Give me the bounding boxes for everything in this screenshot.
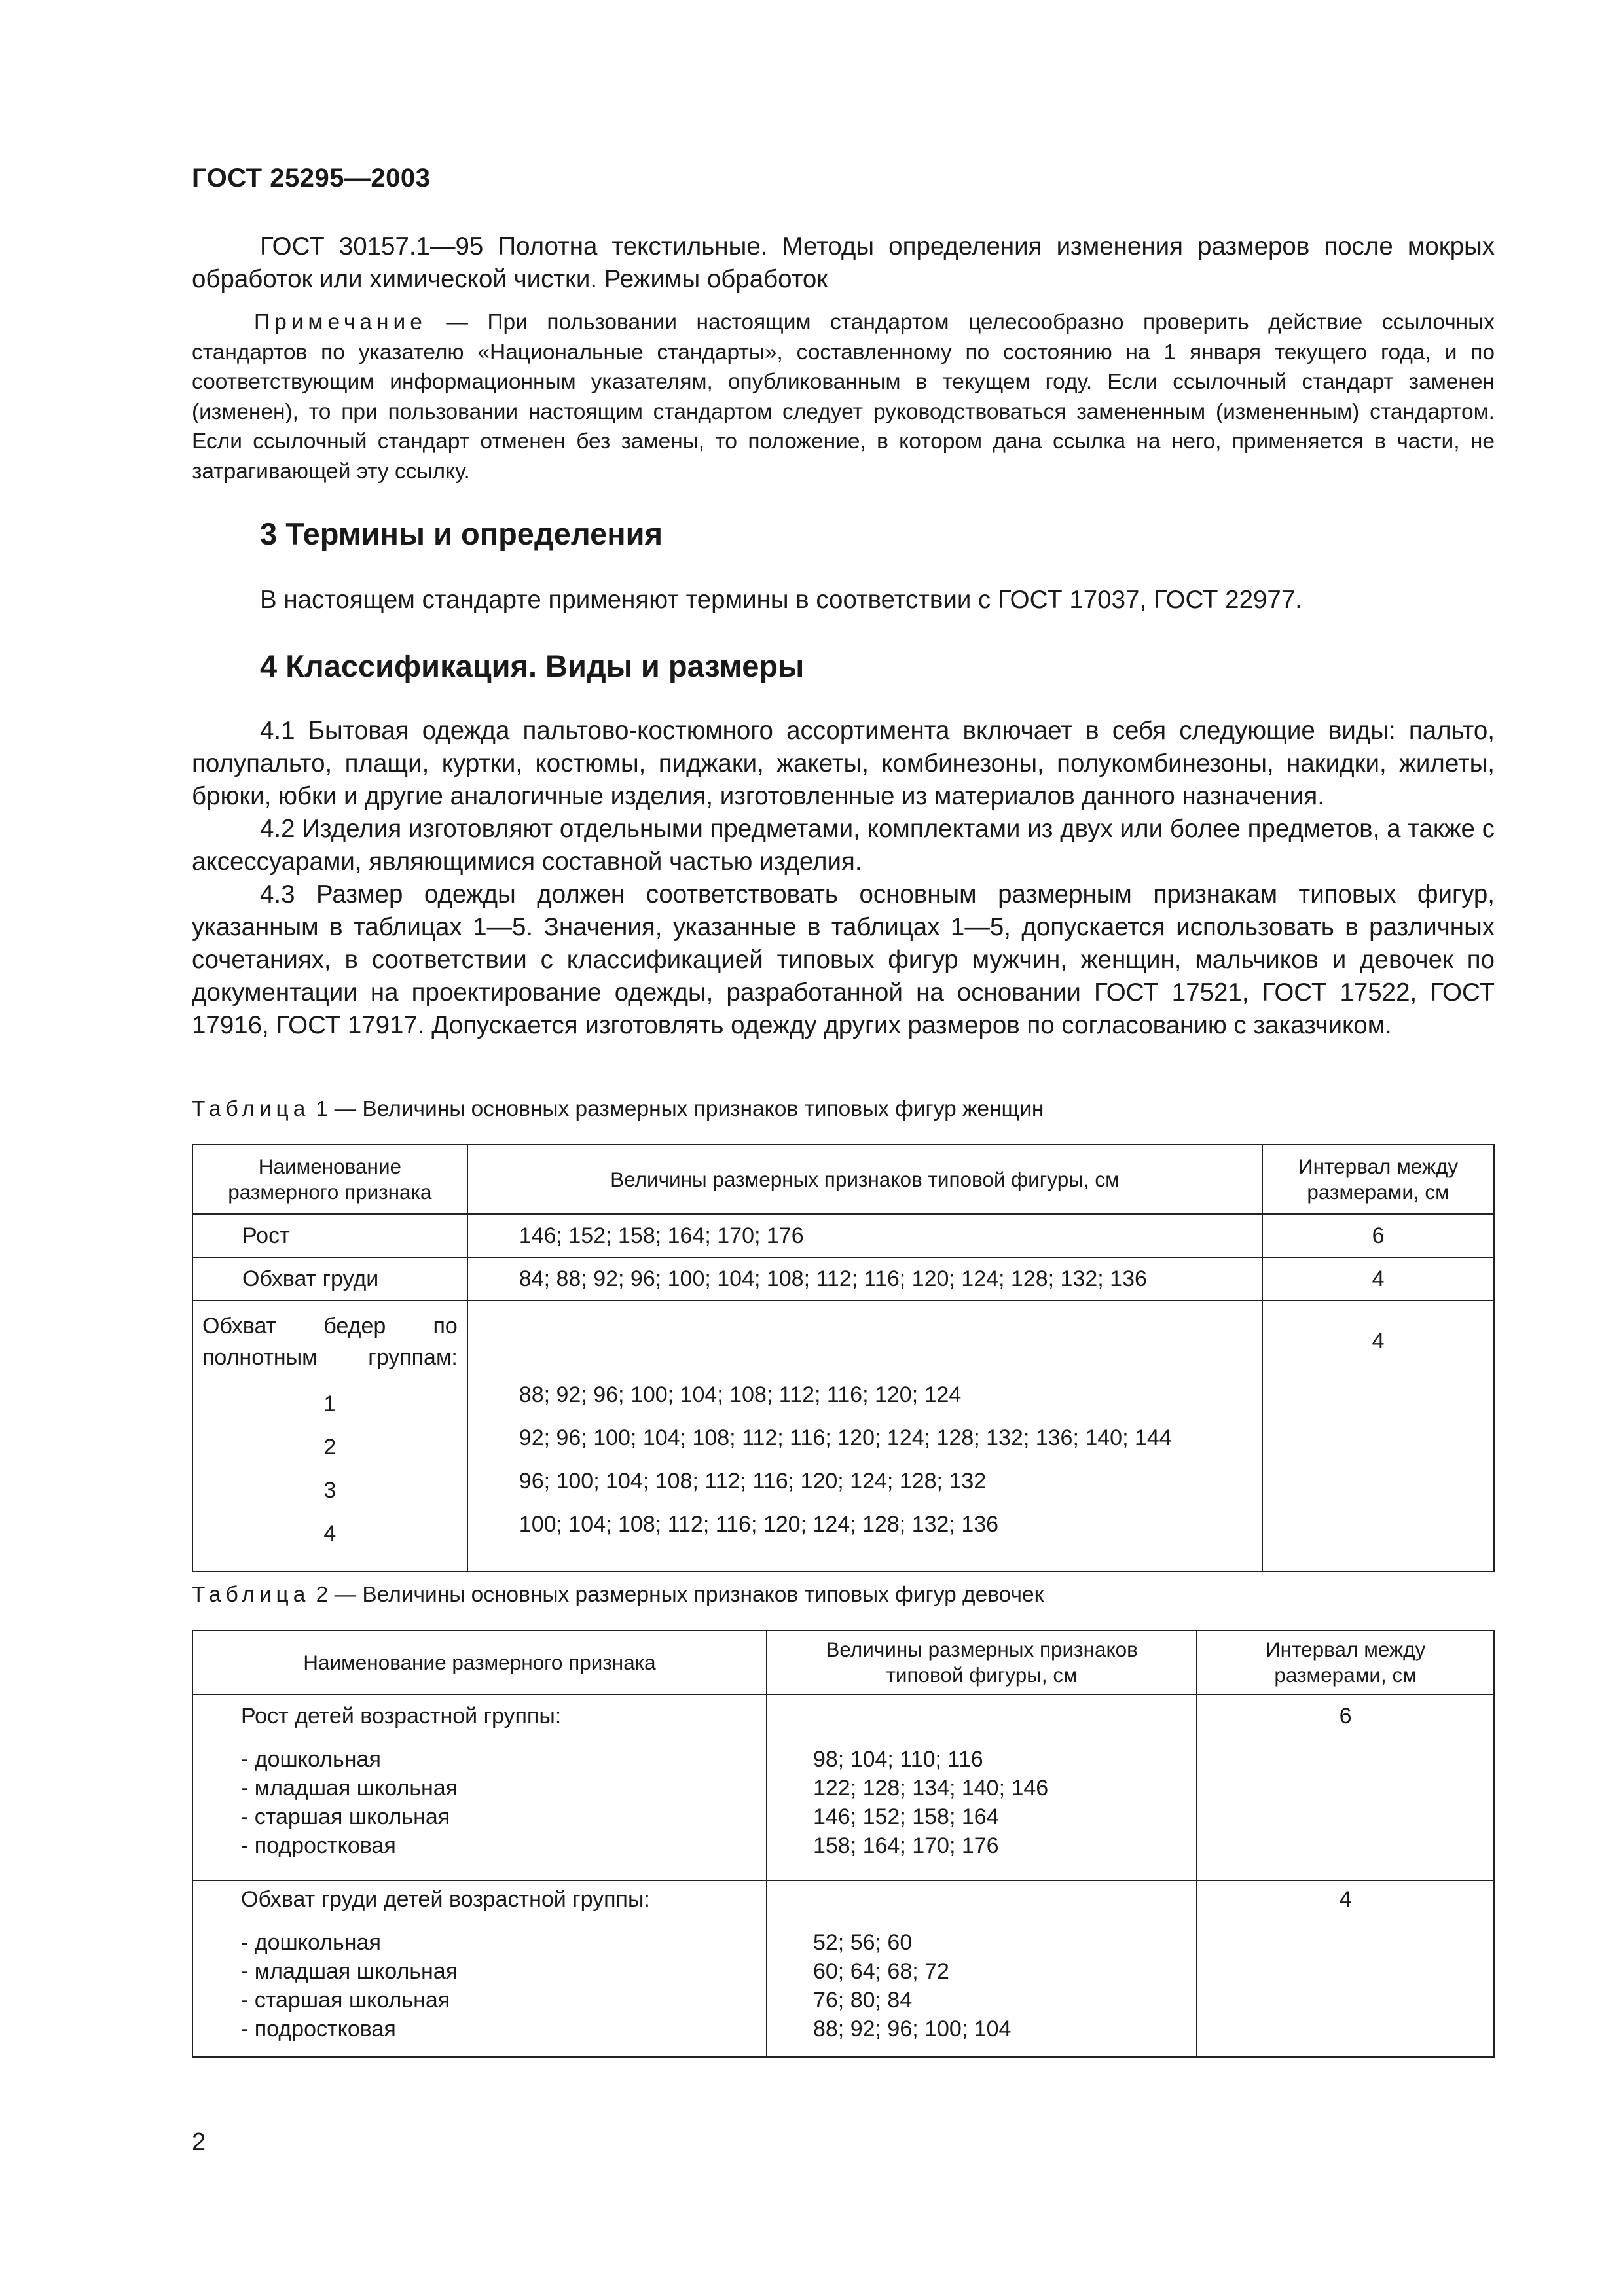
age-group-values: 146; 152; 158; 164 bbox=[812, 1804, 999, 1829]
block-1-interval: 6 bbox=[1197, 1695, 1494, 1880]
table-1-caption-text: 1 — Величины основных размерных признаков типовых фигур женщин bbox=[310, 1097, 1044, 1121]
section-4-title: 4 Классификация. Виды и размеры bbox=[260, 649, 805, 683]
section-4-paragraphs bbox=[192, 715, 1495, 1042]
row-hip-label: Обхват бедер по полнотным группам: bbox=[202, 1314, 458, 1370]
table-2-header-name: Наименование размерного признака bbox=[192, 1630, 767, 1695]
paragraph-4-2: 4.2 Изделия изготовляют отдельными предметами, комплектами из двух или более предметов, а также с аксессуарами, являющимися составной частью изделия. bbox=[192, 815, 1495, 876]
group-numbers bbox=[202, 1382, 458, 1555]
table-1-caption bbox=[192, 1097, 1044, 1122]
table-2-header-row bbox=[192, 1630, 1494, 1695]
note-text: — При пользовании настоящим стандартом целесообразно проверить действие ссылочных стандартов по указателю «Национальные стандарты», составленному по состоянию на 1 января текущего года, и по соответствующим информационным указателям, опубликованным в текущем году. Если ссылочный стандарт заменен (изменен), то при пользовании настоящим стандартом следует руководствоваться замененным (измененным) стандартом. Если ссылочный стандарт отменен без замены, то положение, в котором дана ссылка на него, применяется в части, не затрагивающей эту ссылку. bbox=[192, 310, 1495, 484]
age-group-values: 52; 56; 60 bbox=[812, 1930, 913, 1955]
paragraph-4-3: 4.3 Размер одежды должен соответствовать основным размерным признакам типовых фигур, указанным в таблицах 1—5. Значения, указанные в таблицах 1—5, допускается использовать в различных сочетаниях, в соответствии с классификацией типовых фигур мужчин, женщин, мальчиков и девочек по документации на проектирование одежды, разработанной на основании ГОСТ 17521, ГОСТ 17522, ГОСТ 17916, ГОСТ 17917. Допускается изготовлять одежду других размеров по согласованию с заказчиком. bbox=[192, 880, 1495, 1039]
block-1-title: Рост детей возрастной группы: bbox=[241, 1704, 562, 1729]
age-group-label: - дошкольная bbox=[241, 1747, 381, 1772]
group-values: 96; 100; 104; 108; 112; 116; 120; 124; 128; 132 bbox=[519, 1469, 987, 1494]
age-group-values: 60; 64; 68; 72 bbox=[812, 1959, 949, 1984]
row-height-values: 146; 152; 158; 164; 170; 176 bbox=[467, 1214, 1262, 1257]
table-2-caption-label: Таблица bbox=[192, 1583, 310, 1607]
row-chest-values: 84; 88; 92; 96; 100; 104; 108; 112; 116; 120; 124; 128; 132; 136 bbox=[467, 1257, 1262, 1300]
block-2-labels bbox=[192, 1880, 767, 2057]
block-2-title: Обхват груди детей возрастной группы: bbox=[241, 1887, 650, 1912]
age-group-label: - младшая школьная bbox=[241, 1776, 458, 1801]
table-row bbox=[192, 1695, 1494, 1880]
reference-text: ГОСТ 30157.1—95 Полотна текстильные. Методы определения изменения размеров после мокрых обработок или химической чистки. Режимы обработок bbox=[192, 232, 1495, 293]
table-1-header-interval: Интервал между размерами, см bbox=[1262, 1145, 1494, 1214]
age-group-label: - подростковая bbox=[241, 1833, 396, 1858]
document-header: ГОСТ 25295—2003 bbox=[192, 164, 431, 192]
group-number: 3 bbox=[323, 1478, 337, 1503]
table-row bbox=[192, 1880, 1494, 2057]
age-group-label: - старшая школьная bbox=[241, 1988, 450, 2013]
table-1-header-row bbox=[192, 1145, 1494, 1214]
block-1-values bbox=[767, 1695, 1197, 1880]
table-2 bbox=[192, 1630, 1495, 2058]
age-group-values: 76; 80; 84 bbox=[812, 1988, 913, 2013]
row-height-label: Рост bbox=[192, 1214, 467, 1257]
row-hip-interval: 4 bbox=[1262, 1300, 1494, 1571]
table-2-caption-text: 2 — Величины основных размерных признаков типовых фигур девочек bbox=[310, 1583, 1044, 1607]
age-group-values: 122; 128; 134; 140; 146 bbox=[812, 1776, 1049, 1801]
paragraph-4-1: 4.1 Бытовая одежда пальтово-костюмного ассортимента включает в себя следующие виды: пальто, полупальто, плащи, куртки, костюмы, пиджаки, жакеты, комбинезоны, полукомбинезоны, накидки, жилеты, брюки, юбки и другие аналогичные изделия, изготовленные из материалов данного назначения. bbox=[192, 717, 1495, 810]
table-1-header-values: Величины размерных признаков типовой фигуры, см bbox=[467, 1145, 1262, 1214]
age-group-label: - дошкольная bbox=[241, 1930, 381, 1955]
row-chest-label: Обхват груди bbox=[192, 1257, 467, 1300]
table-row bbox=[192, 1300, 1494, 1571]
table-1 bbox=[192, 1144, 1495, 1572]
block-2-values bbox=[767, 1880, 1197, 2057]
block-1-labels bbox=[192, 1695, 767, 1880]
table-2-header-values: Величины размерных признаков типовой фигуры, см bbox=[767, 1630, 1197, 1695]
section-3-text: В настоящем стандарте применяют термины в соответствии с ГОСТ 17037, ГОСТ 22977. bbox=[260, 586, 1302, 614]
row-chest-interval: 4 bbox=[1262, 1257, 1494, 1300]
age-group-label: - подростковая bbox=[241, 2017, 396, 2041]
age-group-label: - старшая школьная bbox=[241, 1804, 450, 1829]
section-3-title: 3 Термины и определения bbox=[260, 516, 663, 551]
table-1-caption-label: Таблица bbox=[192, 1097, 310, 1121]
group-number: 1 bbox=[323, 1391, 337, 1416]
table-2-header-interval: Интервал между размерами, см bbox=[1197, 1630, 1494, 1695]
row-height-interval: 6 bbox=[1262, 1214, 1494, 1257]
table-1-header-name: Наименование размерного признака bbox=[192, 1145, 467, 1214]
age-group-label: - младшая школьная bbox=[241, 1959, 458, 1984]
note-label: Примечание bbox=[254, 310, 427, 334]
table-2-caption bbox=[192, 1583, 1044, 1607]
block-2-interval: 4 bbox=[1197, 1880, 1494, 2057]
age-group-values: 88; 92; 96; 100; 104 bbox=[812, 2017, 1012, 2041]
section-3-paragraph bbox=[192, 584, 1495, 617]
row-hip-label-cell bbox=[192, 1300, 467, 1571]
age-group-values: 98; 104; 110; 116 bbox=[812, 1747, 983, 1772]
group-values: 92; 96; 100; 104; 108; 112; 116; 120; 124; 128; 132; 136; 140; 144 bbox=[519, 1426, 1172, 1450]
group-number: 4 bbox=[323, 1521, 337, 1546]
age-group-values: 158; 164; 170; 176 bbox=[812, 1833, 999, 1858]
group-values-cell bbox=[467, 1300, 1262, 1571]
note-paragraph bbox=[192, 308, 1495, 486]
group-values: 100; 104; 108; 112; 116; 120; 124; 128; 132; 136 bbox=[519, 1512, 999, 1537]
table-row bbox=[192, 1214, 1494, 1257]
table-row bbox=[192, 1257, 1494, 1300]
group-values: 88; 92; 96; 100; 104; 108; 112; 116; 120; 124 bbox=[519, 1382, 962, 1407]
group-number: 2 bbox=[323, 1435, 337, 1460]
page-number: 2 bbox=[192, 2128, 206, 2156]
reference-paragraph bbox=[192, 230, 1495, 296]
